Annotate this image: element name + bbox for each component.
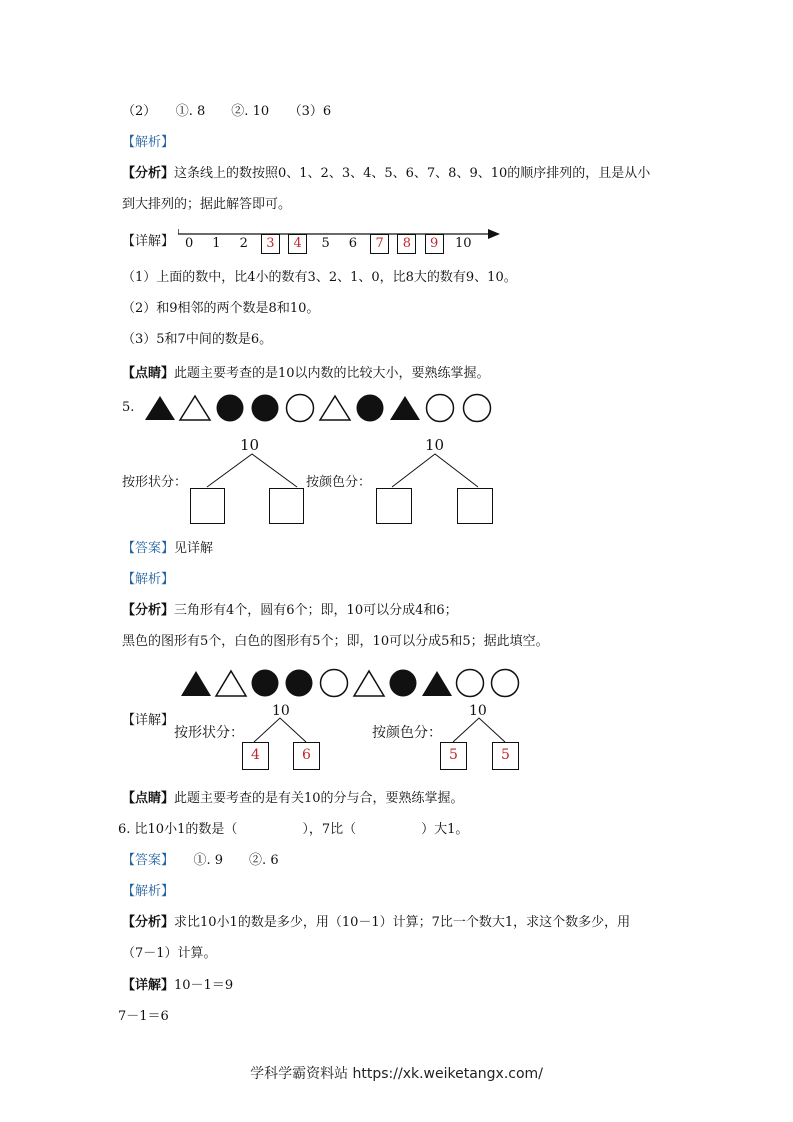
black-circle-icon: [252, 670, 279, 697]
boxed-number-value: 4: [293, 236, 302, 251]
black-triangle-icon: [390, 396, 420, 420]
q4-detail-3: （3）5和7中间的数是6。: [122, 332, 273, 347]
fenxi-tag: 【分析】: [122, 166, 175, 181]
answer-label-color: 按颜色分：: [372, 725, 442, 741]
q6-fenxi: [122, 914, 630, 932]
shape-sequence: [145, 395, 491, 422]
q4-detail-1: （1）上面的数中，比4小的数有3、2、1、0，比8大的数有9、10。: [122, 270, 517, 285]
q4-jiexi-tag: 【解析】: [122, 135, 175, 150]
answer-box-empty[interactable]: [376, 488, 412, 524]
dianjing-text: 此题主要考查的是10以内数的比较大小，要熟练掌握。: [174, 366, 490, 381]
number-line-label: 2: [239, 236, 248, 251]
dianjing-text: 此题主要考查的是有关10的分与合，要熟练掌握。: [174, 791, 464, 806]
fenxi-text: 这条线上的数按照0、1、2、3、4、5、6、7、8、9、10的顺序排列的，且是从小: [174, 166, 651, 181]
boxed-number-value: 9: [430, 236, 439, 251]
q6-answer: [122, 852, 279, 870]
answer-label-shape: 按形状分：: [174, 725, 244, 741]
answer-tree-top-color: 10: [469, 703, 487, 719]
q6-jiexi-tag: 【解析】: [122, 884, 175, 899]
boxed-number-value: 7: [375, 236, 384, 251]
q5-xiangjie-tag: 【详解】: [122, 713, 175, 728]
white-triangle-icon: [180, 396, 210, 420]
q5-fenxi: [122, 602, 458, 620]
q4-part2-answer: （2） ①. 8 ②. 10 （3）6: [122, 104, 332, 119]
black-triangle-icon: [422, 671, 452, 696]
number-line-label: 5: [321, 236, 330, 251]
white-circle-icon: [427, 395, 454, 422]
tree-top-color: 10: [425, 436, 445, 454]
q4-fenxi: [122, 165, 650, 183]
answer-value: 5: [449, 747, 458, 763]
boxed-number-value: 8: [402, 236, 412, 251]
q5-number: 5.: [122, 400, 135, 415]
answer-box-empty[interactable]: [190, 488, 225, 524]
black-circle-icon: [390, 670, 417, 697]
q6-fenxi-cont: （7－1）计算。: [122, 946, 217, 961]
white-triangle-icon: [320, 396, 350, 420]
black-triangle-icon: [181, 671, 211, 696]
q6-calc-2: 7－1＝6: [118, 1009, 169, 1024]
answer-text: 见详解: [174, 541, 214, 556]
q4-fenxi-cont: 到大排列的；据此解答即可。: [122, 197, 292, 212]
white-circle-icon: [287, 395, 314, 422]
q4-detail-2: （2）和9相邻的两个数是8和10。: [122, 301, 320, 316]
shape-sequence: [181, 670, 519, 697]
white-circle-icon: [492, 670, 519, 697]
fenxi-text: 三角形有4个，圆有6个；即，10可以分成4和6；: [174, 603, 458, 618]
q4-dianjing: [122, 365, 490, 383]
fenxi-tag: 【分析】: [122, 603, 175, 618]
answer-text: ①. 9 ②. 6: [167, 853, 279, 868]
footer-watermark: 学科学霸资料站 https://xk.weiketangx.com/: [250, 1066, 543, 1082]
answer-tree-top-shape: 10: [272, 703, 290, 719]
label-by-shape: 按形状分：: [122, 475, 188, 490]
white-triangle-icon: [216, 671, 246, 696]
answer-value: 4: [251, 747, 260, 763]
shape-row-question: [140, 393, 500, 425]
white-triangle-icon: [354, 671, 384, 696]
black-circle-icon: [252, 395, 279, 422]
xiangjie-tag: 【详解】: [122, 978, 175, 993]
white-circle-icon: [464, 395, 491, 422]
number-line-label: 10: [455, 236, 472, 251]
q6-xiangjie: [122, 977, 233, 995]
answer-box-empty[interactable]: [457, 488, 493, 524]
answer-tag: 【答案】: [122, 853, 168, 868]
q6-question: 6. 比10小1的数是（ ），7比（ ）大1。: [118, 822, 469, 837]
dianjing-tag: 【点睛】: [122, 366, 175, 381]
black-circle-icon: [286, 670, 313, 697]
white-circle-icon: [321, 670, 348, 697]
black-circle-icon: [357, 395, 384, 422]
calc-line: 10－1＝9: [174, 978, 234, 993]
boxed-number-value: 3: [266, 236, 275, 251]
fenxi-tag: 【分析】: [122, 915, 175, 930]
number-line-label: 0: [185, 236, 194, 251]
answer-box-empty[interactable]: [269, 488, 304, 524]
q4-xiangjie-tag: 【详解】: [122, 234, 175, 249]
black-triangle-icon: [145, 396, 175, 420]
fenxi-text: 求比10小1的数是多少，用（10－1）计算；7比一个数大1，求这个数多少，用: [174, 915, 631, 930]
white-circle-icon: [457, 670, 484, 697]
shape-row-answer: [178, 667, 528, 701]
dianjing-tag: 【点睛】: [122, 791, 175, 806]
q5-dianjing: [122, 790, 464, 808]
number-line-label: 6: [348, 236, 358, 251]
black-circle-icon: [217, 395, 244, 422]
tree-top-shape: 10: [240, 436, 260, 454]
answer-value: 6: [302, 747, 311, 763]
answer-value: 5: [501, 747, 510, 763]
number-line-label: 1: [212, 236, 221, 251]
answer-tag: 【答案】: [122, 541, 175, 556]
q5-answer: [122, 540, 213, 558]
q5-jiexi-tag: 【解析】: [122, 572, 175, 587]
q5-fenxi-cont: 黑色的图形有5个，白色的图形有5个；即，10可以分成5和5；据此填空。: [122, 634, 549, 649]
label-by-color: 按颜色分：: [306, 475, 372, 490]
